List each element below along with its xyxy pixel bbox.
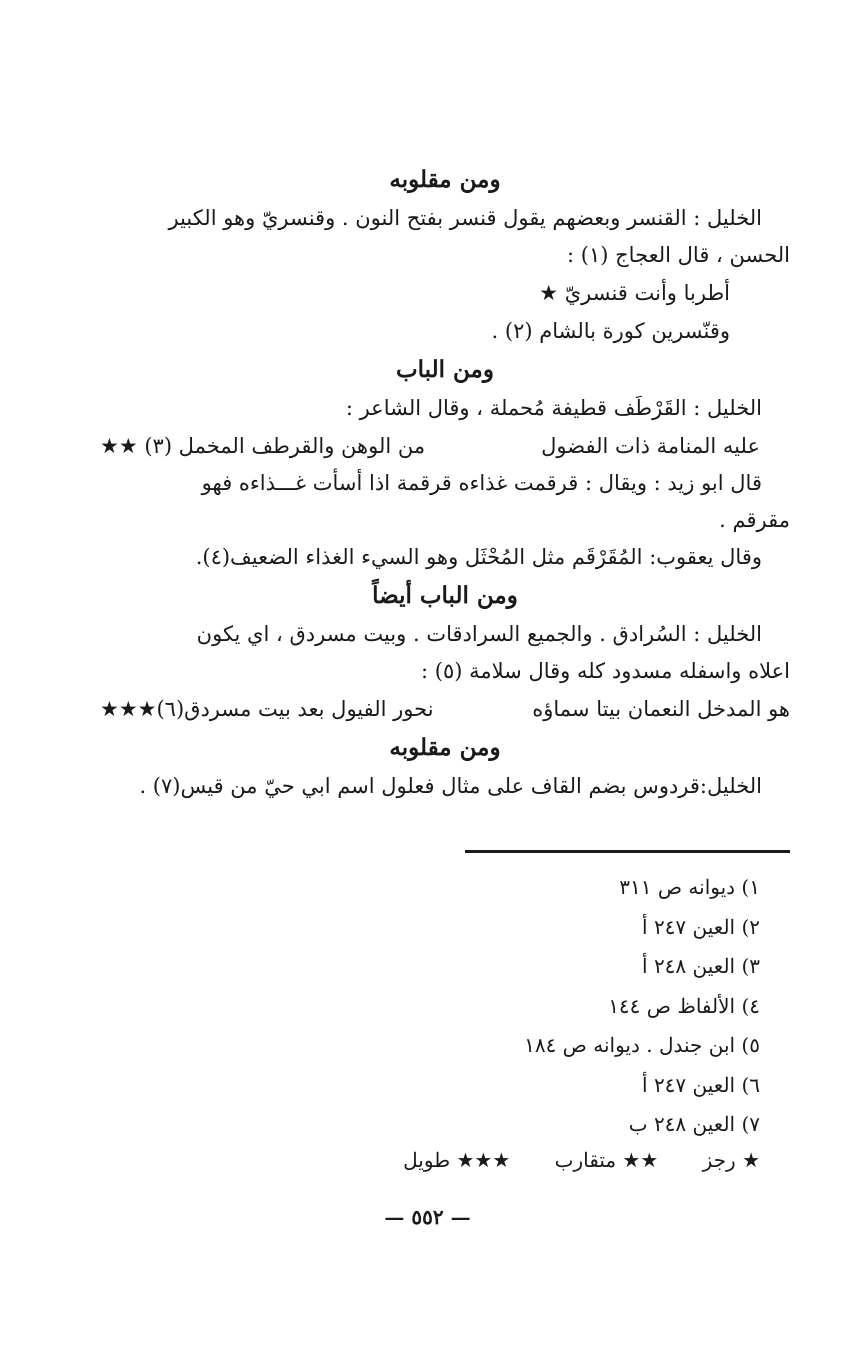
main-text (100, 160, 790, 805)
section-heading-2: ومن الباب (396, 356, 494, 383)
page-number: — ٥٥٢ — (384, 1205, 471, 1229)
verse-second-hemistich: من الوهن والقرطف المخمل (٣) ★★ (100, 434, 426, 458)
footnote-item: ٦) العين ٢٤٧ أ (642, 1072, 760, 1097)
section-heading-1: ومن مقلوبه (389, 166, 501, 193)
meter-tawil: ★★★ طويل (403, 1148, 511, 1172)
footnote-item: ٧) العين ٢٤٨ ب (628, 1112, 760, 1136)
text-line: قال ابو زيد : ويقال : قرقمت غذاءه قرقمة اذا أسأت غـــذاءه فهو (201, 471, 762, 495)
footnote-item: ٥) ابن جندل . ديوانه ص ١٨٤ (524, 1033, 760, 1057)
footnote-item: ٤) الألفاظ ص ١٤٤ (608, 993, 760, 1018)
section-heading-4: ومن مقلوبه (389, 734, 501, 761)
footnote-item: ٣) العين ٢٤٨ أ (642, 954, 760, 978)
text-line: اعلاه واسفله مسدود كله وقال سلامة (٥) : (421, 659, 790, 683)
meter-legend (365, 1142, 760, 1178)
footnote-item: ١) ديوانه ص ٣١١ (619, 875, 760, 899)
verse-second-hemistich: نحور الفيول بعد بيت مسردق(٦)★★★ (100, 697, 434, 721)
verse-couplet (100, 427, 790, 465)
verse-line: وقنّسرين كورة بالشام (٢) . (491, 319, 730, 343)
text-line: وقال يعقوب: المُقَرْقَم مثل المُحْثَل وهو السيء الغذاء الضعيف(٤). (195, 545, 762, 569)
verse-first-hemistich: هو المدخل النعمان بيتا سماؤه (532, 697, 790, 721)
verse-line: أطربا وأنت قنسريّ ★ (539, 281, 730, 305)
verse-first-hemistich: عليه المنامة ذات الفضول (541, 434, 760, 458)
text-line: الخليل : القنسر وبعضهم يقول قنسر بفتح النون . وقنسريّ وهو الكبير (168, 206, 762, 230)
meter-mutaqarib: ★★ متقارب (554, 1148, 659, 1172)
text-line: الخليل:قردوس بضم القاف على مثال فعلول اسم ابي حيّ من قيس(٧) . (139, 774, 762, 798)
meter-rajaz: ★ رجز (702, 1148, 760, 1172)
footnote-item: ٢) العين ٢٤٧ أ (642, 914, 760, 939)
footnote-divider (465, 850, 790, 853)
verse-couplet (100, 690, 790, 728)
section-heading-3: ومن الباب أيضاً (372, 582, 518, 609)
footnotes-list (140, 868, 760, 1145)
text-line: الحسن ، قال العجاج (١) : (567, 243, 790, 267)
text-line: مقرقم . (719, 508, 790, 532)
text-line: الخليل : السُرادق . والجميع السرادقات . وبيت مسردق ، اي يكون (196, 622, 762, 646)
text-line: الخليل : القَرْطَف قطيفة مُحملة ، وقال الشاعر : (345, 396, 762, 420)
